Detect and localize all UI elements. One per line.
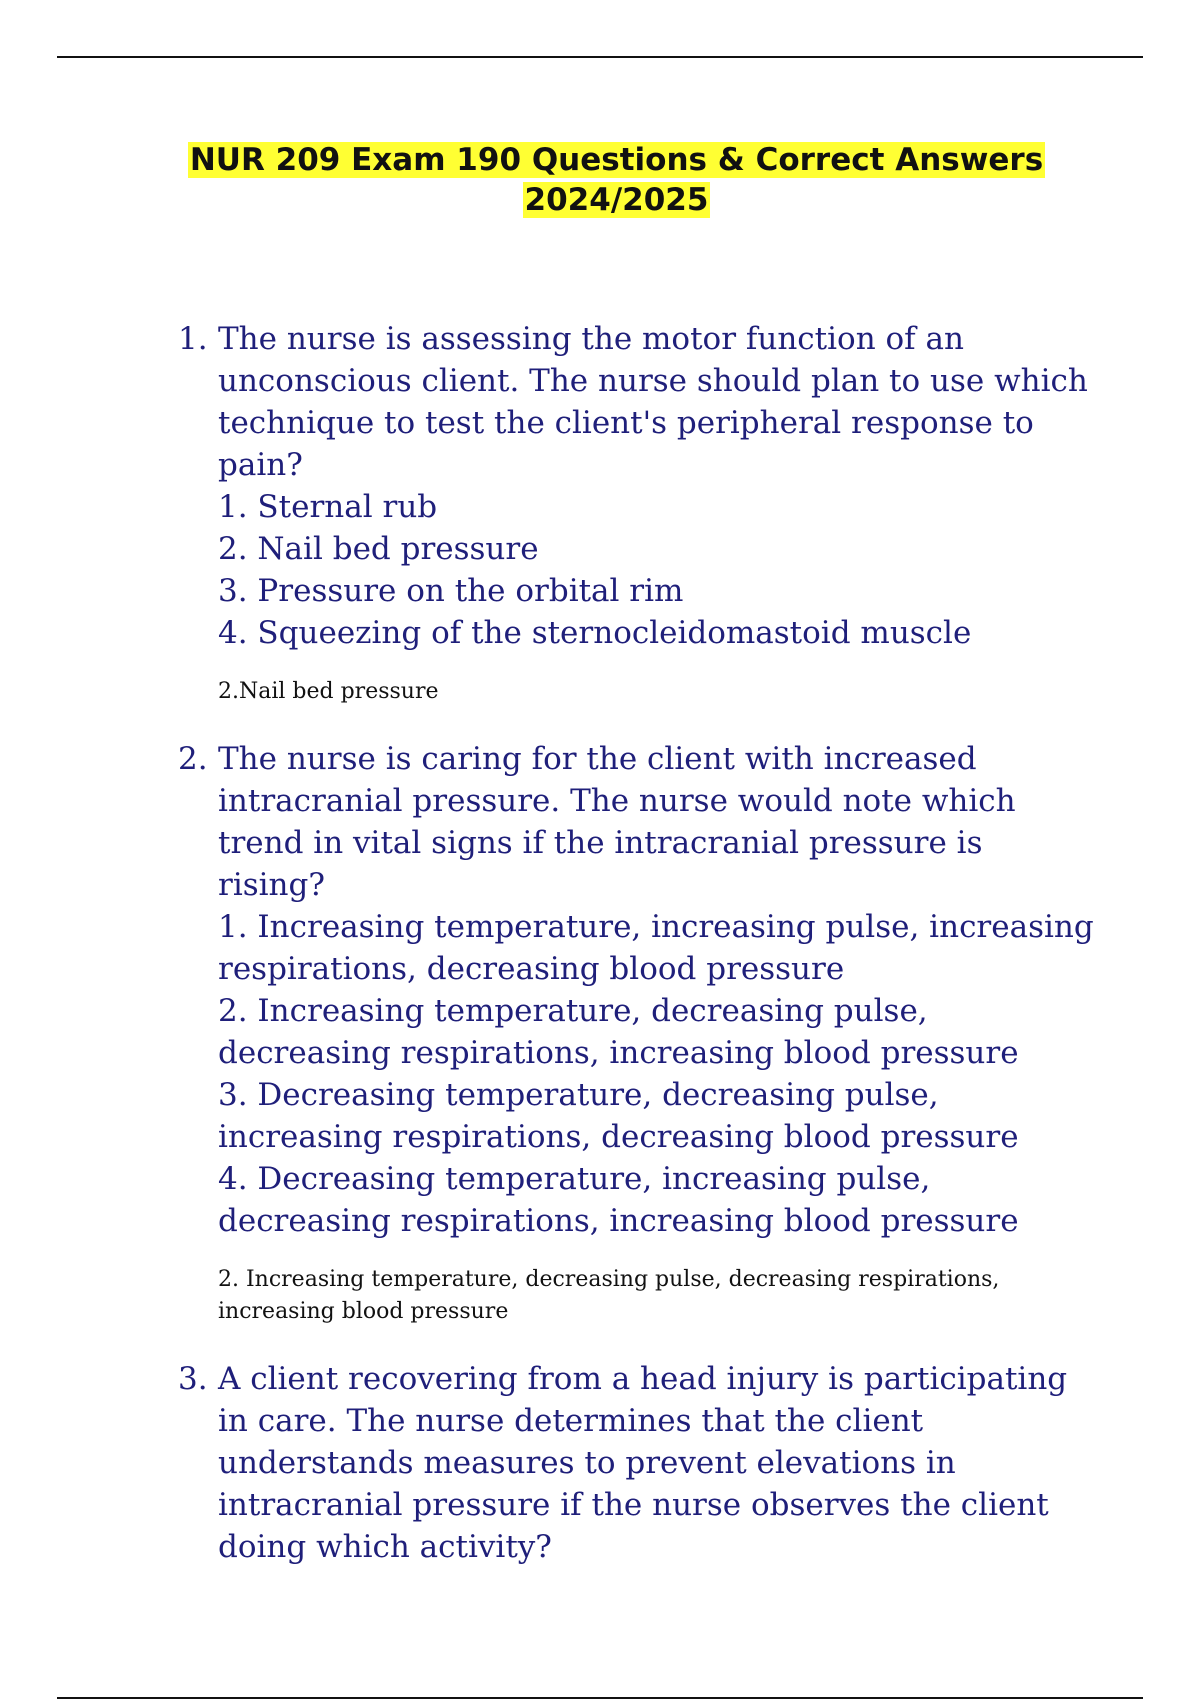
title-line-2: 2024/2025	[524, 182, 709, 218]
question-number: 1.	[178, 321, 208, 357]
question-number: 3.	[178, 1361, 208, 1397]
document-title	[120, 140, 1113, 220]
question-2	[178, 738, 1098, 1328]
option-item: 3. Pressure on the orbital rim	[218, 573, 684, 609]
option-item: 4. Squeezing of the sternocleidomastoid muscle	[218, 615, 972, 651]
option-item: 1. Sternal rub	[218, 489, 438, 525]
correct-answer: 2. Increasing temperature, decreasing pulse, decreasing respirations, increasing blood pressure	[218, 1267, 1000, 1324]
option-item: 2. Nail bed pressure	[218, 531, 539, 567]
option-item: 2. Increasing temperature, decreasing pulse, decreasing respirations, increasing blood pressure	[218, 993, 1019, 1071]
title-line-1: NUR 209 Exam 190 Questions & Correct Answers	[189, 142, 1044, 178]
correct-answer: 2.Nail bed pressure	[218, 679, 439, 704]
option-list	[218, 486, 1098, 654]
question-3	[178, 1358, 1098, 1568]
question-1	[178, 318, 1098, 708]
question-text: The nurse is caring for the client with increased intracranial pressure. The nurse would note which trend in vital signs if the intracranial pressure is rising?	[218, 741, 1016, 903]
question-text: A client recovering from a head injury is participating in care. The nurse determines that the client understands measures to prevent elevations in intracranial pressure if the nurse observes the client doing which activity?	[218, 1361, 1068, 1565]
option-item: 1. Increasing temperature, increasing pulse, increasing respirations, decreasing blood pressure	[218, 909, 1094, 987]
option-list	[218, 906, 1098, 1242]
question-number: 2.	[178, 741, 208, 777]
question-list	[178, 318, 1098, 1568]
option-item: 3. Decreasing temperature, decreasing pulse, increasing respirations, decreasing blood pressure	[218, 1077, 1019, 1155]
question-text: The nurse is assessing the motor function of an unconscious client. The nurse should plan to use which technique to test the client's peripheral response to pain?	[218, 321, 1088, 483]
top-rule	[57, 56, 1143, 58]
bottom-rule	[57, 1697, 1143, 1699]
option-item: 4. Decreasing temperature, increasing pulse, decreasing respirations, increasing blood pressure	[218, 1161, 1019, 1239]
